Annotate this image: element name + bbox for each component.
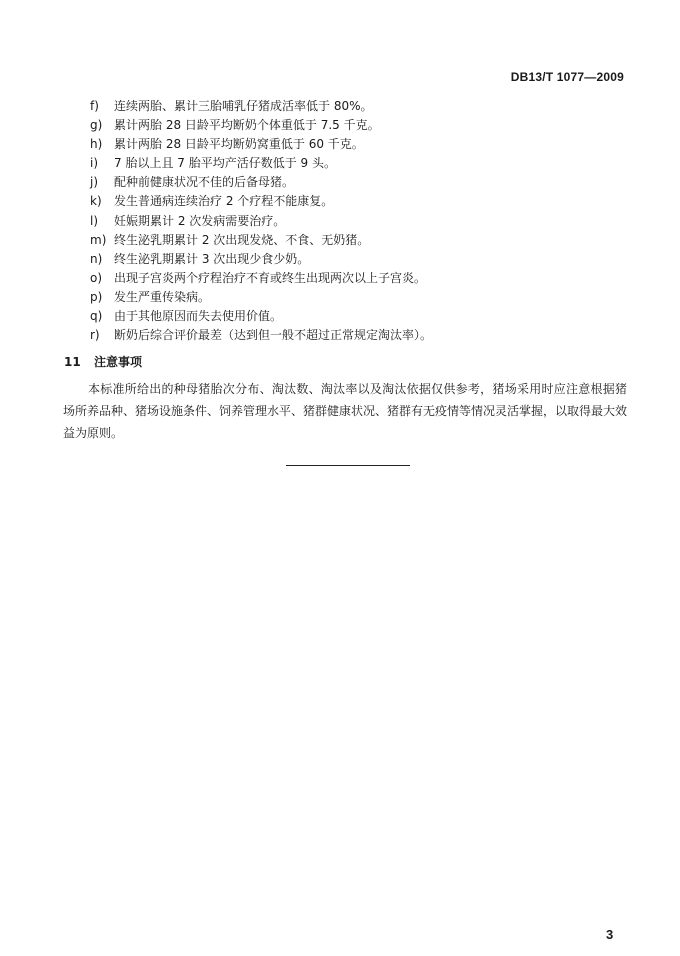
list-item-marker: q): [90, 309, 103, 324]
list-item-marker: h): [90, 137, 103, 152]
list-item: [90, 326, 650, 345]
section-body-paragraph: 本标准所给出的种母猪胎次分布、淘汰数、淘汰率以及淘汰依据仅供参考，猪场采用时应注意根据猪场所养品种、猪场设施条件、饲养管理水平、猪群健康状况、猪群有无疫情等情况灵活掌握，以取得最大效益为原则。: [63, 382, 628, 440]
list-item: [90, 250, 650, 269]
list-item: [90, 135, 650, 154]
list-item-marker: f): [90, 99, 99, 113]
list-item-marker: r): [90, 328, 100, 343]
list-item: [90, 307, 650, 326]
list-item: [90, 97, 650, 116]
list-item-marker: k): [90, 194, 102, 209]
list-item-marker: j): [90, 175, 99, 190]
list-item-marker: m): [90, 232, 107, 247]
list-item-text: 7 胎以上且 7 胎平均产活仔数低于 9 头。: [114, 156, 336, 171]
list-item: [90, 192, 650, 211]
document-code: DB13/T 1077—2009: [510, 70, 624, 84]
list-item-marker: l): [90, 213, 99, 228]
list-item-text: 出现子宫炎两个疗程治疗不育或终生出现两次以上子宫炎。: [114, 270, 427, 285]
list-item: [90, 154, 650, 173]
page-number: 3: [606, 927, 614, 942]
list-item-text: 发生严重传染病。: [114, 289, 211, 304]
section-heading: [64, 353, 142, 370]
list-item: [90, 173, 650, 192]
list-item-marker: i): [90, 156, 99, 171]
list-item-text: 累计两胎 28 日龄平均断奶个体重低于 7.5 千克。: [114, 118, 380, 133]
list-item: [90, 269, 650, 288]
list-item-text: 发生普通病连续治疗 2 个疗程不能康复。: [114, 194, 334, 209]
list-item-marker: g): [90, 118, 103, 133]
section-title: 注意事项: [94, 355, 143, 369]
list-item-marker: n): [90, 251, 103, 266]
list-item-marker: o): [90, 270, 103, 285]
list-item-text: 终生泌乳期累计 2 次出现发烧、不食、无奶猪。: [114, 232, 370, 247]
culling-criteria-list: [90, 97, 650, 345]
list-item-text: 断奶后综合评价最差（达到但一般不超过正常规定淘汰率）。: [114, 328, 433, 343]
list-item-marker: p): [90, 289, 103, 304]
list-item: [90, 212, 650, 231]
list-item-text: 妊娠期累计 2 次发病需要治疗。: [114, 213, 286, 228]
list-item-text: 终生泌乳期累计 3 次出现少食少奶。: [114, 251, 310, 266]
end-of-document-rule: [286, 465, 410, 466]
list-item-text: 由于其他原因而失去使用价值。: [114, 309, 283, 324]
list-item: [90, 231, 650, 250]
list-item-text: 配种前健康状况不佳的后备母猪。: [114, 175, 295, 190]
section-number: 11: [64, 355, 81, 369]
list-item: [90, 116, 650, 135]
list-item: [90, 288, 650, 307]
list-item-text: 累计两胎 28 日龄平均断奶窝重低于 60 千克。: [114, 137, 364, 152]
list-item-text: 连续两胎、累计三胎哺乳仔猪成活率低于 80%。: [114, 99, 373, 113]
